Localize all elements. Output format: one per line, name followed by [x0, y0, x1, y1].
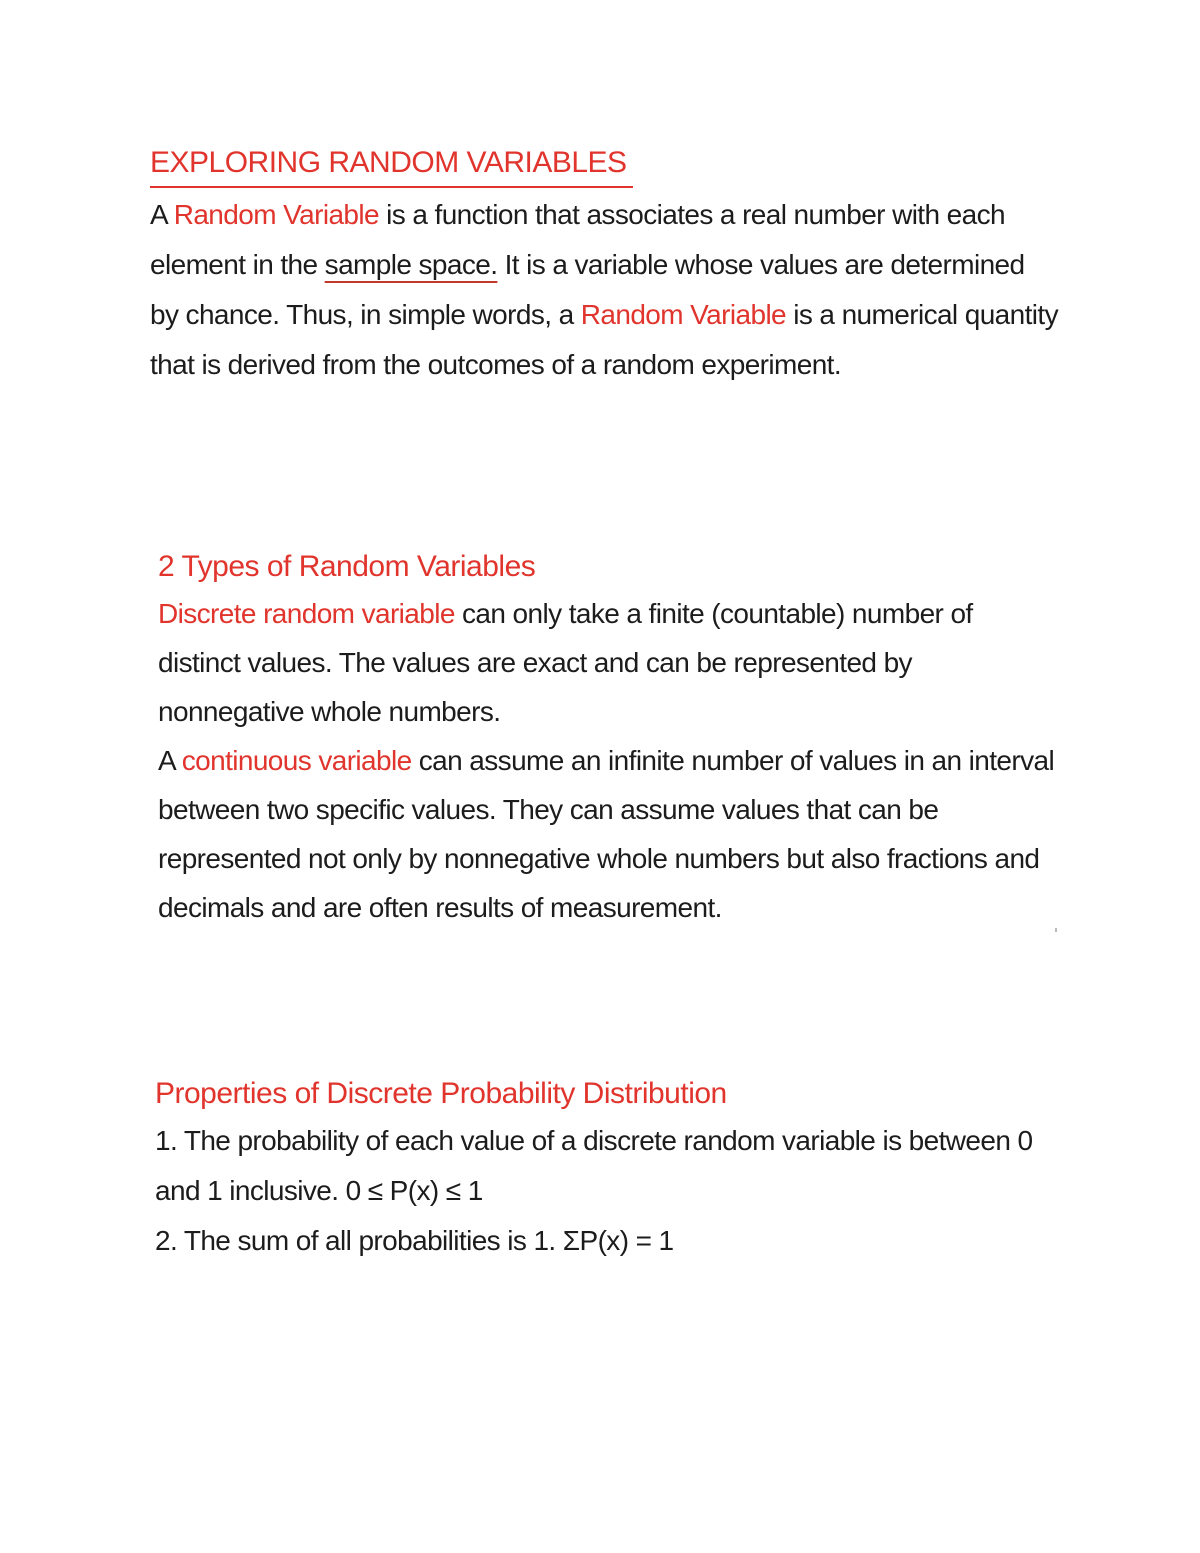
term-random-variable: Random Variable: [173, 199, 379, 230]
sample-space-underlined: sample space.: [324, 249, 498, 280]
section-types: [158, 545, 1058, 932]
definition-paragraph: [150, 190, 1060, 390]
section-title-properties: Properties of Discrete Probability Distribution: [155, 1077, 727, 1110]
stray-mark: [1055, 928, 1057, 932]
section-random-variables: [150, 140, 1060, 390]
term-random-variable-2: Random Variable: [580, 299, 787, 330]
text-segment: A: [158, 745, 182, 776]
text-segment: A: [150, 199, 174, 230]
discrete-paragraph: [158, 589, 1058, 736]
text-segment: can assume an infinite number of values in an interval between two specific values. They can assume values that can be represented not only by nonnegative whole numbers but also fractions and decimals and are often results of measurement.: [158, 745, 1055, 923]
section-properties: [155, 1072, 1065, 1266]
property-item-2: 2. The sum of all probabilities is 1. ΣP(x) = 1: [155, 1225, 674, 1256]
section-title-types: 2 Types of Random Variables: [158, 550, 536, 583]
continuous-paragraph: [158, 736, 1058, 932]
text-segment: is a numerical quantity that is derived from the outcomes of a random experiment.: [150, 299, 1059, 380]
section-title-exploring: EXPLORING RANDOM VARIABLES: [150, 140, 633, 188]
text-segment: is a function that associates a real number with each element in the: [150, 199, 1005, 280]
term-discrete: Discrete random variable: [158, 598, 455, 629]
property-item-1: 1. The probability of each value of a discrete random variable is between 0 and 1 inclusive. 0 ≤ P(x) ≤ 1: [155, 1125, 1033, 1206]
term-continuous: continuous variable: [181, 745, 412, 776]
text-segment: It is a variable whose values are determined by chance. Thus, in simple words, a: [150, 249, 1025, 330]
text-segment: can only take a finite (countable) number of distinct values. The values are exact and can be represented by nonnegative whole numbers.: [158, 598, 973, 727]
